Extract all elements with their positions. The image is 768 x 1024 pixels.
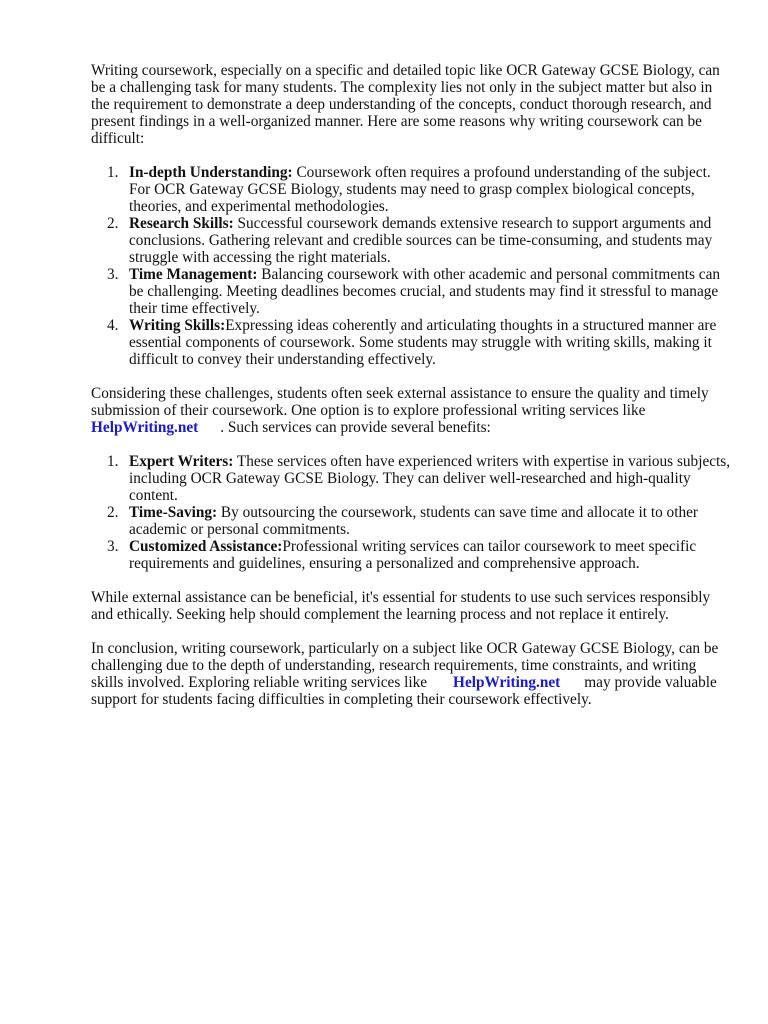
considering-text: Considering these challenges, students often seek external assistance to ensure the quality and timely submission of their coursework. One option is to explore professional writing services like	[91, 385, 709, 419]
list-number: 2.	[107, 215, 119, 232]
reason-text: Balancing coursework with other academic and personal commitments can be challenging. Meeting deadlines becomes crucial, and students may find it stressful to manage their time effectively.	[129, 266, 721, 317]
reasons-list	[91, 164, 731, 368]
conclusion-text: In conclusion, writing coursework, particularly on a subject like OCR Gateway GCSE Biology, can be challenging due to the depth of understanding, research requirements, time constraints, and writing skills involved. Exploring reliable writing services like	[91, 640, 719, 691]
reason-item	[91, 317, 731, 368]
helpwriting-link[interactable]: HelpWriting.net	[91, 419, 199, 436]
list-number: 1.	[107, 453, 119, 470]
benefit-item	[91, 453, 731, 504]
benefit-title: Expert Writers:	[129, 453, 234, 470]
conclusion-text-end: may provide valuable support for students facing difficulties in completing their coursework effectively.	[91, 674, 717, 708]
helpwriting-link[interactable]: HelpWriting.net	[453, 674, 561, 691]
benefit-title: Time-Saving:	[129, 504, 218, 521]
list-number: 3.	[107, 266, 119, 283]
conclusion-paragraph	[91, 640, 731, 708]
reason-title: Time Management:	[129, 266, 258, 283]
list-number: 2.	[107, 504, 119, 521]
list-number: 3.	[107, 538, 119, 555]
document-page	[91, 62, 731, 708]
reason-text: Successful coursework demands extensive research to support arguments and conclusions. Gathering relevant and credible sources can be time-consuming, and students may struggle with accessing the right materials.	[129, 215, 713, 266]
reason-item	[91, 266, 731, 317]
reason-title: Writing Skills:	[129, 317, 226, 334]
benefits-list	[91, 453, 731, 572]
benefit-text: Professional writing services can tailor coursework to meet specific requirements and guidelines, ensuring a personalized and comprehensive approach.	[129, 538, 697, 572]
considering-text-end: . Such services can provide several benefits:	[220, 419, 491, 436]
reason-text: Expressing ideas coherently and articulating thoughts in a structured manner are essential components of coursework. Some students may struggle with writing skills, making it difficult to convey their understanding effectively.	[129, 317, 717, 368]
benefit-title: Customized Assistance:	[129, 538, 283, 555]
benefit-item	[91, 538, 731, 572]
responsible-use-paragraph: While external assistance can be beneficial, it's essential for students to use such services responsibly and ethically. Seeking help should complement the learning process and not replace it entirely.	[91, 589, 711, 623]
reason-text: Coursework often requires a profound understanding of the subject. For OCR Gateway GCSE Biology, students may need to grasp complex biological concepts, theories, and experimental methodologies.	[129, 164, 711, 215]
list-number: 4.	[107, 317, 119, 334]
reason-item	[91, 164, 731, 215]
reason-title: In-depth Understanding:	[129, 164, 293, 181]
benefit-text: These services often have experienced writers with expertise in various subjects, including OCR Gateway GCSE Biology. They can deliver well-researched and high-quality content.	[129, 453, 731, 504]
intro-paragraph: Writing coursework, especially on a specific and detailed topic like OCR Gateway GCSE Biology, can be a challenging task for many students. The complexity lies not only in the subject matter but also in the requirement to demonstrate a deep understanding of the concepts, conduct thorough research, and present findings in a well-organized manner. Here are some reasons why writing coursework can be difficult:	[91, 62, 720, 147]
benefit-text: By outsourcing the coursework, students can save time and allocate it to other academic or personal commitments.	[129, 504, 698, 538]
benefit-item	[91, 504, 731, 538]
reason-item	[91, 215, 731, 266]
reason-title: Research Skills:	[129, 215, 234, 232]
list-number: 1.	[107, 164, 119, 181]
considering-paragraph	[91, 385, 731, 436]
